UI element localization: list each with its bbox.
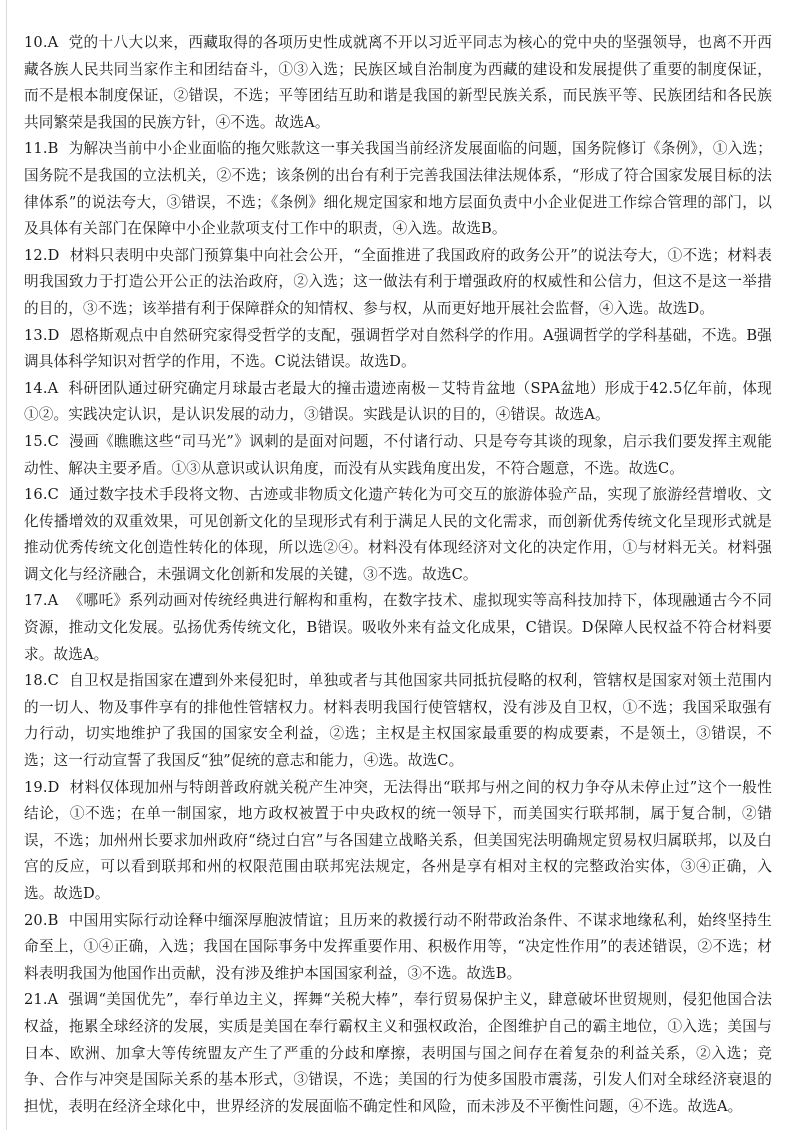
item-explanation: 强调“美国优先”，奉行单边主义，挥舞“关税大棒”，奉行贸易保护主义，肆意破坏世贸规则，侵犯他国合法权益，拖累全球经济的发展，实质是美国在奉行霸权主义和强权政治，企图维护自己的霸主地位，①入选；美国与日本、欧洲、加拿大等传统盟友产生了严重的分歧和摩擦，表明国与国之间存在着复杂的利益关系，②入选；竞争、合作与冲突是国际关系的基本形式，③错误，不选；美国的行为使多国股市震荡，引发人们对全球经济衰退的担忧，表明在经济全球化中，世界经济的发展面临不确定性和风险，而未涉及不平衡性问题，④不选。故选A。 (24, 991, 772, 1115)
item-number: 10.A (24, 34, 59, 51)
item-number: 20.B (24, 911, 59, 929)
answer-item-20 (24, 908, 772, 988)
item-number: 18.C (24, 672, 59, 690)
answer-item-11 (24, 136, 772, 242)
item-number: 11.B (24, 140, 59, 158)
item-explanation: 科研团队通过研究确定月球最古老最大的撞击遗迹南极－艾特肯盆地（SPA盆地）形成于42.5亿年前，体现①②。实践决定认识，是认识发展的动力，③错误。实践是认识的目的，④错误。故选A。 (24, 379, 772, 424)
item-explanation: 恩格斯观点中自然研究家得受哲学的支配，强调哲学对自然科学的作用。A强调哲学的学科基础，不选。B强调具体科学知识对哲学的作用，不选。C说法错误。故选D。 (24, 326, 772, 371)
item-number: 12.D (24, 246, 60, 264)
page-edge-line (6, 0, 7, 1130)
answer-item-13 (24, 323, 772, 376)
item-explanation: 为解决当前中小企业面临的拖欠账款这一事关我国当前经济发展面临的问题，国务院修订《条例》，①入选；国务院不是我国的立法机关，②不选；该条例的出台有利于完善我国法律法规体系，“形成了符合国家发展目标的法律体系”的说法夸大，③错误，不选；《条例》细化规定国家和地方层面负责中小企业促进工作综合管理的部门，以及具体有关部门在保障中小企业款项支付工作中的职责，④入选。故选B。 (24, 140, 772, 238)
answer-item-17 (24, 588, 772, 668)
item-number: 17.A (24, 592, 59, 610)
item-number: 19.D (24, 778, 60, 796)
answer-item-16 (24, 482, 772, 588)
answer-item-14 (24, 376, 772, 429)
answer-item-12 (24, 243, 772, 323)
item-explanation: 党的十八大以来，西藏取得的各项历史性成就离不开以习近平同志为核心的党中央的坚强领导，也离不开西藏各族人民共同当家作主和团结奋斗，①③入选；民族区域自治制度为西藏的建设和发展提供了重要的制度保证，而不是根本制度保证，②错误，不选；平等团结互助和谐是我国的新型民族关系，而民族平等、民族团结和各民族共同繁荣是我国的民族方针，④不选。故选A。 (24, 34, 772, 131)
item-explanation: 中国用实际行动诠释中缅深厚胞波情谊；且历来的救援行动不附带政治条件、不谋求地缘私利，始终坚持生命至上，①④正确，入选；我国在国际事务中发挥重要作用、积极作用等，“决定性作用”的表述错误，②不选；材料表明我国为他国作出贡献，没有涉及维护本国国家利益，③不选。故选B。 (24, 911, 772, 982)
item-explanation: 自卫权是指国家在遭到外来侵犯时，单独或者与其他国家共同抵抗侵略的权利，管辖权是国家对领土范围内的一切人、物及事件享有的排他性管辖权力。材料表明我国行使管辖权，没有涉及自卫权，①不选；我国采取强有力行动，切实地维护了我国的国家安全利益，②选；主权是主权国家最重要的构成要素，不是领土，③错误，不选；这一行动宣誓了我国反“独”促统的意志和能力，④选。故选C。 (24, 672, 772, 770)
answer-item-15 (24, 429, 772, 482)
item-number: 16.C (24, 486, 59, 504)
answer-item-21 (24, 987, 772, 1120)
item-explanation: 漫画《瞧瞧这些“司马光”》讽刺的是面对问题，不付诸行动、只是夸夸其谈的现象，启示我们要发挥主观能动性、解决主要矛盾。①③从意识或认识角度，而没有从实践角度出发，不符合题意，不选。故选C。 (24, 432, 772, 477)
item-explanation: 材料只表明中央部门预算集中向社会公开，“全面推进了我国政府的政务公开”的说法夸大，①不选；材料表明我国致力于打造公开公正的法治政府，②入选；这一做法有利于增强政府的权威性和公信力，但这不是这一举措的目的，③不选；该举措有利于保障群众的知情权、参与权，从而更好地开展社会监督，④入选。故选D。 (24, 246, 772, 317)
item-number: 15.C (24, 432, 59, 450)
item-explanation: 通过数字技术手段将文物、古迹或非物质文化遗产转化为可交互的旅游体验产品，实现了旅游经营增收、文化传播增效的双重效果，可见创新文化的呈现形式有利于满足人民的文化需求，而创新优秀传统文化呈现形式就是推动优秀传统文化创造性转化的体现，所以选②④。材料没有体现经济对文化的决定作用，①与材料无关。材料强调文化与经济融合，未强调文化创新和发展的关键，③不选。故选C。 (24, 486, 772, 583)
answer-item-10 (24, 30, 772, 136)
item-explanation: 《哪吒》系列动画对传统经典进行解构和重构，在数字技术、虚拟现实等高科技加持下，体现融通古今不同资源，推动文化发展。弘扬优秀传统文化，B错误。吸收外来有益文化成果，C错误。D保障人民权益不符合材料要求。故选A。 (24, 592, 772, 663)
answer-item-18 (24, 668, 772, 774)
item-explanation: 材料仅体现加州与特朗普政府就关税产生冲突，无法得出“联邦与州之间的权力争夺从未停止过”这个一般性结论，①不选；在单一制国家，地方政权被置于中央政权的统一领导下，而美国实行联邦制，属于复合制，②错误，不选；加州州长要求加州政府“绕过白宫”与各国建立战略关系，但美国宪法明确规定贸易权归属联邦，以及白宫的反应，可以看到联邦和州的权限范围由联邦宪法规定，各州是享有相对主权的完整政治实体，③④正确，入选。故选D。 (24, 778, 772, 902)
item-number: 14.A (24, 379, 59, 397)
item-number: 21.A (24, 991, 59, 1009)
item-number: 13.D (24, 326, 60, 344)
answer-item-19 (24, 775, 772, 908)
